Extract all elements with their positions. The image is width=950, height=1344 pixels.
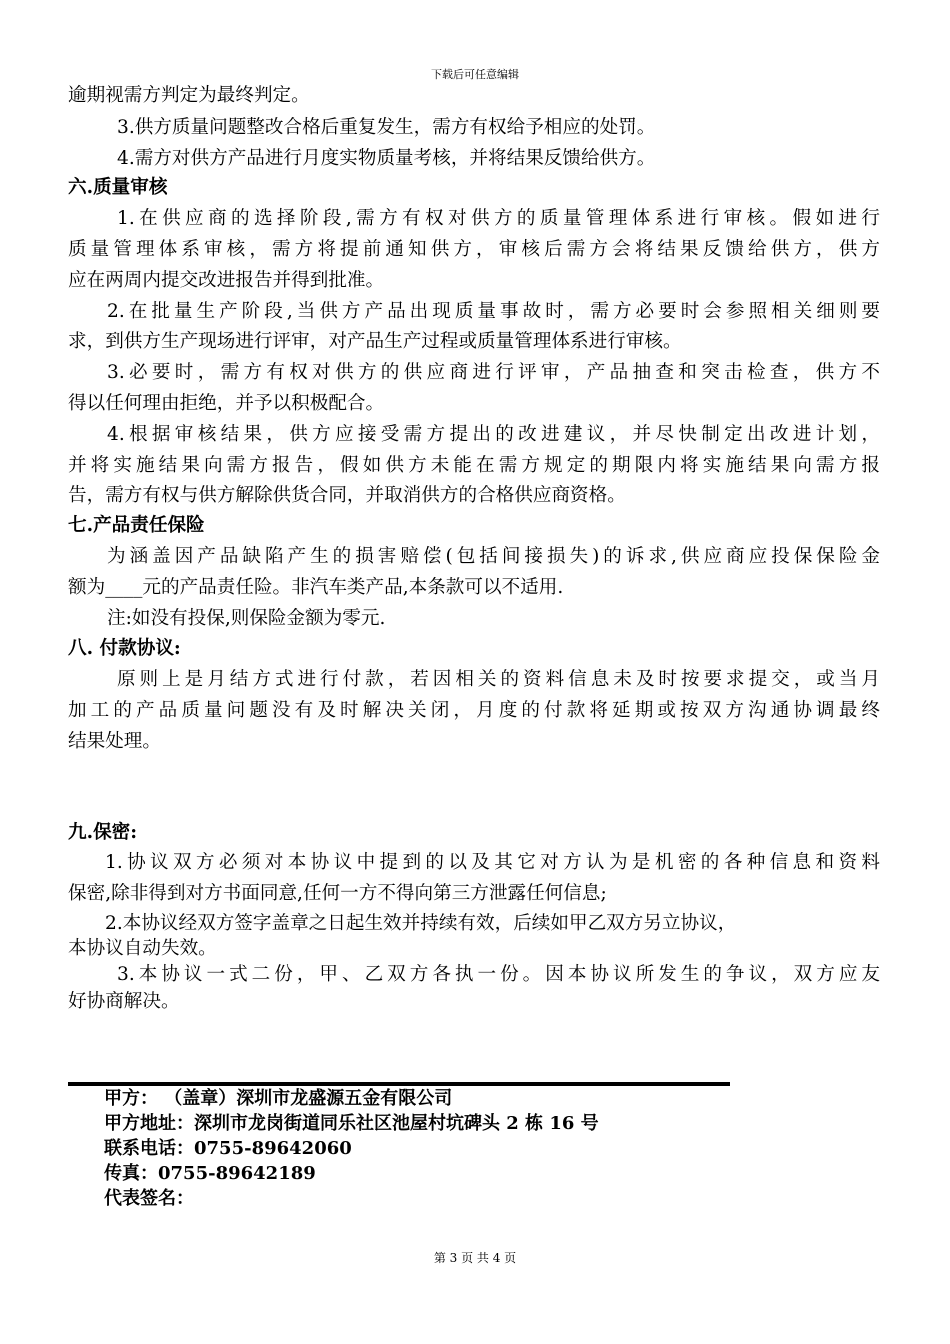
paragraph-line: 2.本协议经双方签字盖章之日起生效并持续有效，后续如甲乙双方另立协议，	[105, 913, 737, 934]
paragraph-line: 好协商解决。	[68, 991, 180, 1012]
paragraph-line: 并将实施结果向需方报告，假如供方未能在需方规定的期限内将实施结果向需方报	[68, 455, 880, 476]
paragraph-line: 本协议自动失效。	[68, 938, 217, 959]
party-a-phone: 联系电话：0755-89642060	[104, 1138, 352, 1159]
paragraph-line: 得以任何理由拒绝，并予以积极配合。	[68, 393, 385, 414]
paragraph-line: 逾期视需方判定为最终判定。	[68, 85, 310, 106]
paragraph-line: 告，需方有权与供方解除供货合同，并取消供方的合格供应商资格。	[68, 485, 626, 506]
paragraph-line: 原则上是月结方式进行付款，若因相关的资料信息未及时按要求提交，或当月	[117, 669, 880, 690]
paragraph-line: 1.在供应商的选择阶段,需方有权对供方的质量管理体系进行审核。假如进行	[117, 208, 880, 229]
paragraph-line: 3.本协议一式二份，甲、乙双方各执一份。因本协议所发生的争议，双方应友	[117, 964, 880, 985]
paragraph-line: 1.协议双方必须对本协议中提到的以及其它对方认为是机密的各种信息和资料	[105, 852, 880, 873]
paragraph-line: 保密,除非得到对方书面同意,任何一方不得向第三方泄露任何信息;	[68, 883, 607, 904]
paragraph-line: 3.必要时，需方有权对供方的供应商进行评审，产品抽查和突击检查，供方不	[107, 362, 880, 383]
representative-signature: 代表签名：	[104, 1188, 194, 1209]
section-heading-quality-audit: 六.质量审核	[68, 177, 168, 198]
party-a-fax: 传真：0755-89642189	[104, 1163, 316, 1184]
paragraph-line: 加工的产品质量问题没有及时解决关闭，月度的付款将延期或按双方沟通协调最终	[68, 700, 880, 721]
paragraph-line: 4.需方对供方产品进行月度实物质量考核，并将结果反馈给供方。	[117, 148, 656, 169]
paragraph-line: 求，到供方生产现场进行评审，对产品生产过程或质量管理体系进行审核。	[68, 331, 682, 352]
section-heading-product-liability: 七.产品责任保险	[68, 515, 205, 536]
party-a-name: 甲方： （盖章）深圳市龙盛源五金有限公司	[104, 1088, 453, 1109]
paragraph-line: 质量管理体系审核，需方将提前通知供方，审核后需方会将结果反馈给供方，供方	[68, 239, 880, 260]
signature-divider	[68, 1082, 730, 1086]
section-heading-payment: 八. 付款协议:	[68, 638, 181, 659]
paragraph-line: 注:如没有投保,则保险金额为零元.	[107, 608, 386, 629]
paragraph-line: 3.供方质量问题整改合格后重复发生，需方有权给予相应的处罚。	[117, 117, 656, 138]
paragraph-line: 4.根据审核结果，供方应接受需方提出的改进建议，并尽快制定出改进计划，	[107, 424, 880, 445]
party-a-address: 甲方地址：深圳市龙岗街道同乐社区池屋村坑碑头 2 栋 16 号	[104, 1113, 599, 1134]
page-number: 第 3 页 共 4 页	[433, 1251, 517, 1265]
paragraph-line: 结果处理。	[68, 731, 161, 752]
paragraph-line: 额为____元的产品责任险。非汽车类产品,本条款可以不适用.	[68, 577, 564, 598]
section-heading-confidentiality: 九.保密:	[68, 822, 138, 843]
paragraph-line: 应在两周内提交改进报告并得到批准。	[68, 270, 385, 291]
paragraph-line: 2.在批量生产阶段,当供方产品出现质量事故时，需方必要时会参照相关细则要	[107, 301, 880, 322]
paragraph-line: 为涵盖因产品缺陷产生的损害赔偿(包括间接损失)的诉求,供应商应投保保险金	[107, 546, 880, 567]
page-header-note: 下载后可任意编辑	[431, 68, 519, 81]
